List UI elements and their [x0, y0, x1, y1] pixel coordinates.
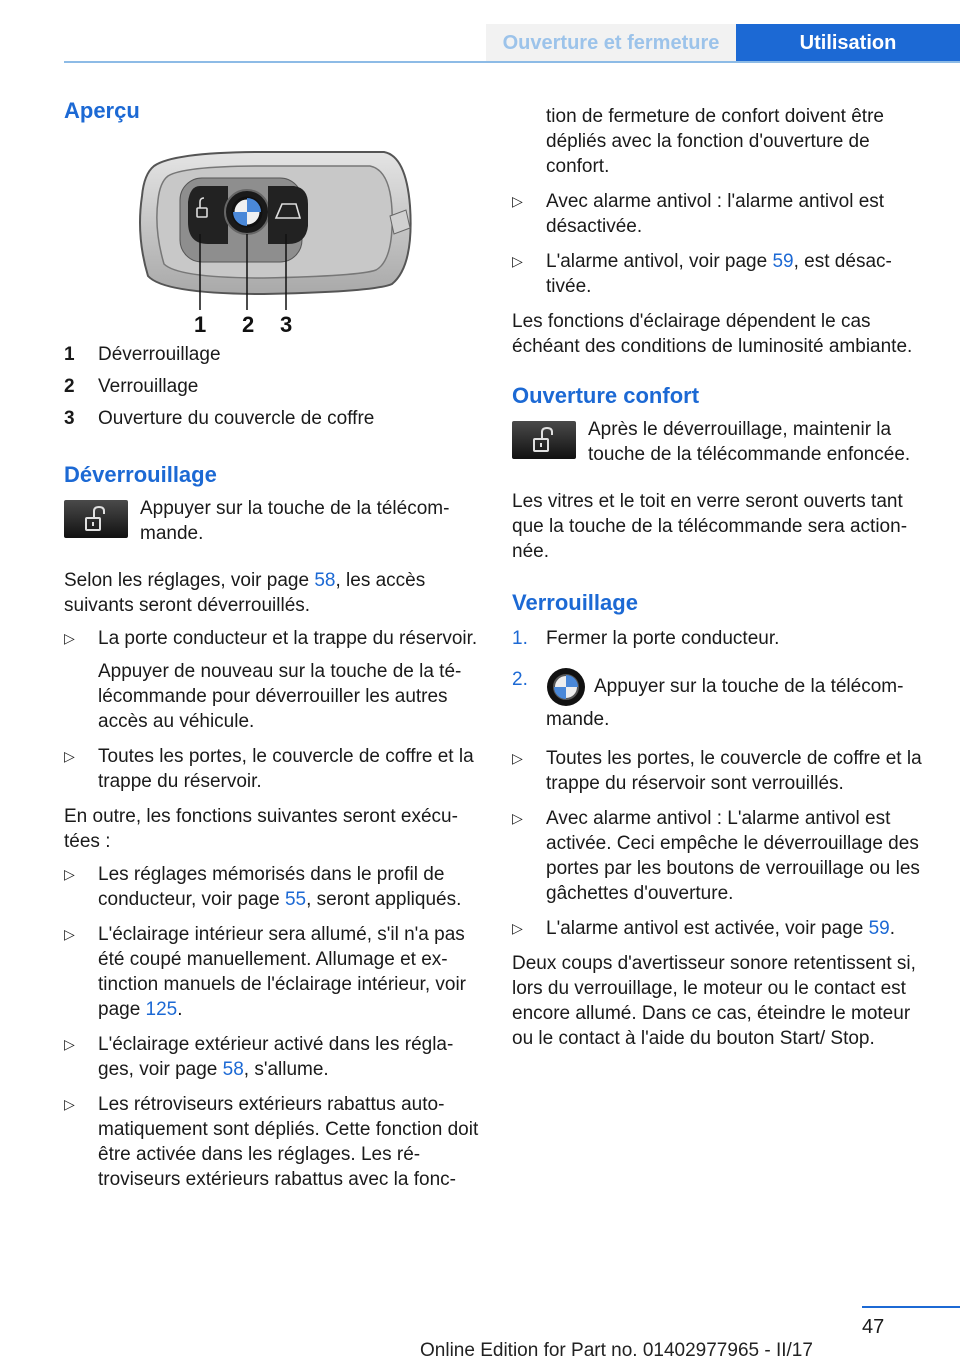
list-item: ▷ Les réglages mémorisés dans le profil de conducteur, voir page 55, seront appliqués. [64, 864, 462, 910]
lock-bullets [512, 746, 930, 941]
legend-text: Déverrouillage [98, 343, 221, 365]
list-item: ▷ L'éclairage intérieur sera allumé, s'il n'a pas été coupé manuellement. Allumage et extinction manuels de l'éclairage intérieur, voir page 125. [64, 924, 466, 1020]
list-item: ▷ L'éclairage extérieur activé dans les réglages, voir page 58, s'allume. [64, 1034, 454, 1080]
step-item: 2. Appuyer sur la touche de la télécommande. [512, 669, 904, 730]
also-text: En outre, les fonctions suivantes seront exécutées : [64, 806, 458, 852]
functions-bullets [64, 862, 482, 1192]
triangle-bullet-icon: ▷ [64, 1096, 75, 1112]
page-link-59[interactable]: 59 [868, 918, 890, 939]
unlock-button [188, 186, 228, 244]
page-link-58[interactable]: 58 [222, 1059, 244, 1080]
legend-number: 3 [64, 407, 75, 429]
edition-footer: Online Edition for Part no. 01402977965 - II/17 [420, 1340, 813, 1361]
step-number: 2. [512, 669, 528, 690]
callout-1: 1 [194, 312, 207, 336]
unlock-icon [64, 500, 128, 538]
trunk-button [268, 186, 308, 244]
header-chapter-tab: Utilisation [736, 24, 960, 62]
triangle-bullet-icon: ▷ [512, 750, 523, 766]
legend-number: 2 [64, 375, 75, 397]
unlock-icon-row [64, 496, 482, 546]
list-item-continued: tion de fermeture de confort doivent être dépliés avec la fonction d'ouverture de confort. [546, 106, 884, 177]
right-column [512, 104, 930, 1051]
list-item: ▷ Avec alarme antivol : l'alarme antivol est désactivée. [512, 191, 885, 237]
page-number: 47 [862, 1316, 885, 1338]
triangle-bullet-icon: ▷ [64, 926, 75, 942]
list-item: ▷ Les rétroviseurs extérieurs rabattus automatiquement sont dépliés. Cette fonction doit être activée dans les réglages. Les rétroviseurs extérieurs rabattus avec la fonc- [64, 1094, 479, 1190]
header-rule [64, 61, 960, 63]
triangle-bullet-icon: ▷ [64, 866, 75, 882]
list-item: ▷ Toutes les portes, le couvercle de coffre et la trappe du réservoir sont verrouillés. [512, 748, 922, 794]
footer-rule [862, 1306, 960, 1308]
legend-number: 1 [64, 343, 75, 365]
key-fob-image [134, 146, 414, 336]
unlock-icon [512, 421, 576, 459]
horn-text: Deux coups d'avertisseur sonore retentissent si, lors du verrouillage, le moteur ou le contact est encore allumé. Dans ce cas, éteindre le moteur ou le contact à l'aide du bouton Start/ Stop. [512, 953, 916, 1049]
step-number: 1. [512, 628, 528, 649]
page-link-59[interactable]: 59 [772, 251, 794, 272]
unlock-bullets [64, 626, 482, 794]
triangle-bullet-icon: ▷ [512, 253, 523, 269]
overview-title: Aperçu [64, 98, 140, 123]
lock-title: Verrouillage [512, 590, 638, 615]
list-item: ▷ L'alarme antivol est activée, voir page 59. [512, 918, 895, 939]
page-link-125[interactable]: 125 [145, 999, 178, 1020]
triangle-bullet-icon: ▷ [64, 1036, 75, 1052]
triangle-bullet-icon: ▷ [512, 920, 523, 936]
legend-item [64, 338, 482, 370]
triangle-bullet-icon: ▷ [64, 630, 75, 646]
lighting-text: Les fonctions d'éclairage dépendent le cas échéant des conditions de luminosité ambiante. [512, 311, 913, 357]
bmw-logo-icon [546, 667, 586, 707]
legend [64, 338, 482, 434]
legend-text: Ouverture du couvercle de coffre [98, 407, 375, 429]
triangle-bullet-icon: ▷ [64, 748, 75, 764]
triangle-bullet-icon: ▷ [512, 193, 523, 209]
unlock-icon-text: Appuyer sur la touche de la télécommande. [140, 498, 450, 544]
legend-item [64, 370, 482, 402]
comfort-title: Ouverture confort [512, 383, 700, 408]
step-item: 1. Fermer la porte conducteur. [512, 628, 780, 649]
callout-3: 3 [280, 312, 293, 336]
list-item: ▷ La porte conducteur et la trappe du réservoir. Appuyer de nouveau sur la touche de la télécommande pour déverrouiller les autres accès au véhicule. [64, 628, 478, 732]
header-section-tab: Ouverture et fermeture [486, 24, 736, 62]
legend-text: Verrouillage [98, 375, 199, 397]
page-link-55[interactable]: 55 [284, 889, 307, 910]
comfort-icon-row [512, 417, 930, 467]
page-link-58[interactable]: 58 [314, 570, 336, 591]
left-column [64, 96, 482, 1202]
list-item: ▷ Toutes les portes, le couvercle de coffre et la trappe du réservoir. [64, 746, 474, 792]
comfort-icon-text: Après le déverrouillage, maintenir la touche de la télécommande enfoncée. [588, 419, 911, 465]
list-item: ▷ L'alarme antivol, voir page 59, est désactivée. [512, 251, 892, 297]
list-item: ▷ Avec alarme antivol : L'alarme antivol est activée. Ceci empêche le déverrouillage des portes par les boutons de verrouillage ou les gâchettes d'ouverture. [512, 808, 920, 904]
settings-text: Selon les réglages, voir page 58, les accès suivants seront déverrouillés. [64, 570, 426, 616]
callout-2: 2 [242, 312, 255, 336]
unlock-title: Déverrouillage [64, 462, 217, 487]
triangle-bullet-icon: ▷ [512, 810, 523, 826]
legend-item [64, 402, 482, 434]
comfort-text: Les vitres et le toit en verre seront ouverts tant que la touche de la télécommande sera actionnée. [512, 491, 908, 562]
